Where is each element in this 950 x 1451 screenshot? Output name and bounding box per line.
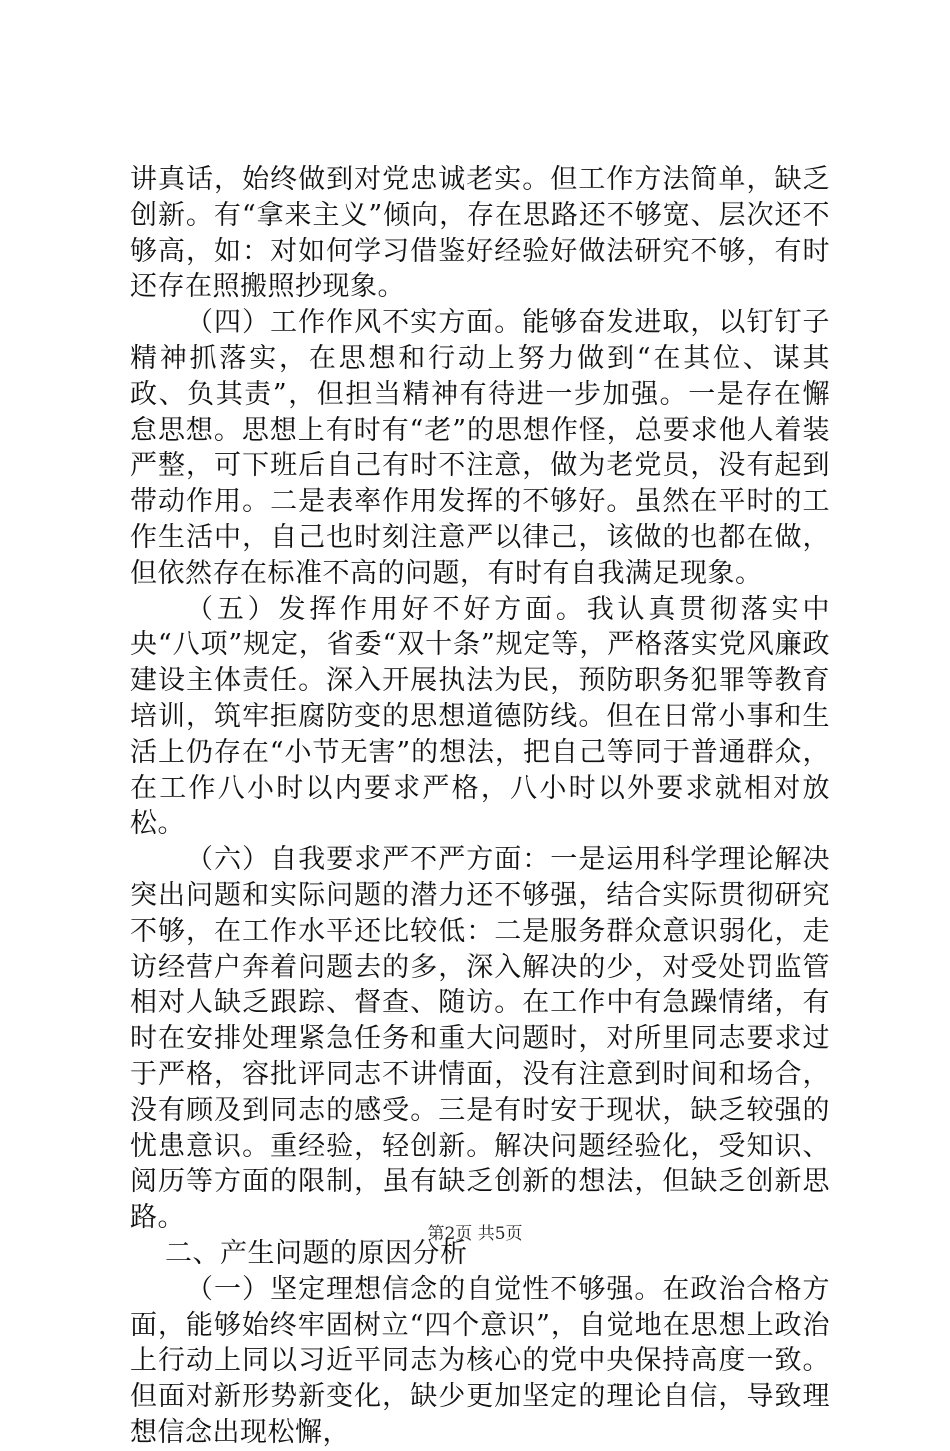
section-heading-cause-analysis: 二、产生问题的原因分析 — [165, 1237, 468, 1269]
page-footer: 第2页 共5页 — [427, 1224, 523, 1244]
paragraph-cause-1: （一）坚定理想信念的自觉性不够强。在政治合格方面，能够始终牢固树立“四个意识”，自觉地在思想上政治上行动上同以习近平同志为核心的党中央保持高度一致。但面对新形势新变化，缺少更加坚定的理论自信，导致理想信念出现松懈， — [130, 1273, 830, 1448]
paragraph-section-4: （四）工作作风不实方面。能够奋发进取，以钉钉子精神抓落实，在思想和行动上努力做到“在其位、谋其政、负其责”，但担当精神有待进一步加强。一是存在懈怠思想。思想上有时有“老”的思想作怪，总要求他人着装严整，可下班后自己有时不注意，做为老党员，没有起到带动作用。二是表率作用发挥的不够好。虽然在平时的工作生活中，自己也时刻注意严以律己，该做的也都在做，但依然存在标准不高的问题，有时有自我满足现象。 — [130, 307, 830, 589]
document-body — [130, 162, 830, 1451]
paragraph-section-6: （六）自我要求严不严方面：一是运用科学理论解决突出问题和实际问题的潜力还不够强，结合实际贯彻研究不够，在工作水平还比较低：二是服务群众意识弱化，走访经营户奔着问题去的多，深入解决的少，对受处罚监管相对人缺乏跟踪、督查、随访。在工作中有急躁情绪，有时在安排处理紧急任务和重大问题时，对所里同志要求过于严格，容批评同志不讲情面，没有注意到时间和场合，没有顾及到同志的感受。三是有时安于现状，缺乏较强的忧患意识。重经验，轻创新。解决问题经验化，受知识、阅历等方面的限制，虽有缺乏创新的想法，但缺乏创新思路。 — [130, 844, 830, 1234]
paragraph-continuation: 讲真话，始终做到对党忠诚老实。但工作方法简单，缺乏创新。有“拿来主义”倾向，存在思路还不够宽、层次还不够高，如：对如何学习借鉴好经验好做法研究不够，有时还存在照搬照抄现象。 — [130, 164, 830, 303]
paragraph-section-5: （五）发挥作用好不好方面。我认真贯彻落实中央“八项”规定，省委“双十条”规定等，严格落实党风廉政建设主体责任。深入开展执法为民，预防职务犯罪等教育培训，筑牢拒腐防变的思想道德防线。但在日常小事和生活上仍存在“小节无害”的想法，把自己等同于普通群众，在工作八小时以内要求严格，八小时以外要求就相对放松。 — [130, 593, 830, 840]
